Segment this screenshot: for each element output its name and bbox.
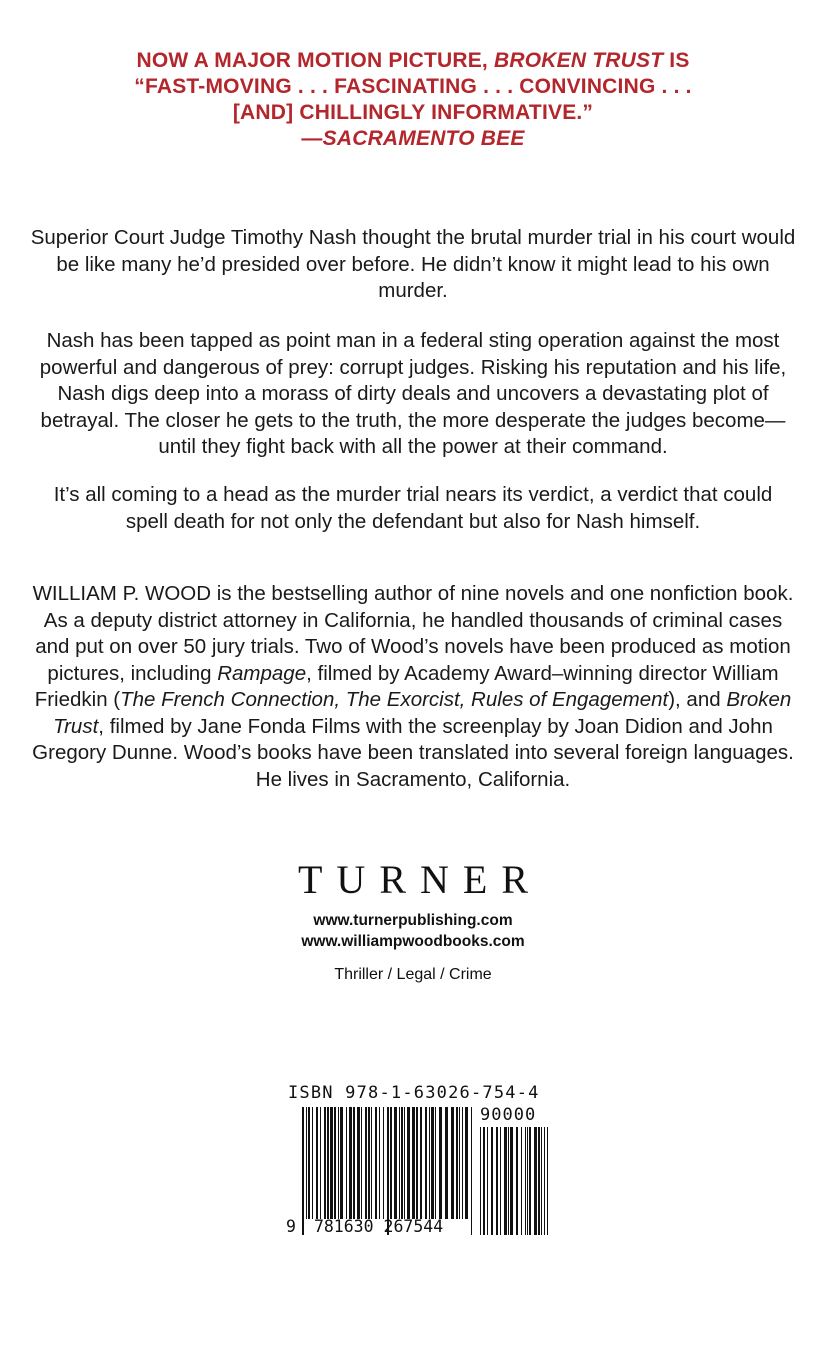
- barcode-bar: [316, 1107, 318, 1219]
- barcode-bar: [465, 1107, 468, 1219]
- ean-digits: 9 781630 267544: [286, 1217, 444, 1236]
- description-paragraph-1: Superior Court Judge Timothy Nash thought the brutal murder trial in his court would be like many he’d presided over before. He didn’t know it might lead to his own murder.: [30, 226, 796, 302]
- blurb-line-2: “FAST-MOVING . . . FASCINATING . . . CONVINCING . . .: [134, 75, 692, 98]
- addon-bar: [521, 1127, 522, 1235]
- barcode-bar: [361, 1107, 362, 1219]
- author-url: www.williampwoodbooks.com: [301, 933, 525, 950]
- addon-bar: [487, 1127, 488, 1235]
- addon-bar: [510, 1127, 513, 1235]
- addon-bar: [525, 1127, 526, 1235]
- author-bio: WILLIAM P. WOOD is the bestselling author of nine novels and one nonfiction book. As a deputy district attorney in California, he handled thousands of criminal cases and put on over 50 jury trials. Two of Wood’s novels have been produced as motion pictures, including Rampage, filmed by Academy Award–winning director William Friedkin (The French Connection, The Exorcist, Rules of Engagement), and Broken Trust, filmed by Jane Fonda Films with the screenplay by Joan Didion and John Gregory Dunne. Wood’s books have been translated into several foreign languages. He lives in Sacramento, California.: [32, 582, 794, 791]
- barcode-bar: [407, 1107, 410, 1219]
- addon-bar: [480, 1127, 481, 1235]
- barcode-bar: [353, 1107, 355, 1219]
- isbn-number: ISBN 978-1-63026-754-4: [288, 1083, 540, 1103]
- barcode-bar: [435, 1107, 436, 1219]
- barcode-bar: [416, 1107, 418, 1219]
- addon-bar: [483, 1127, 485, 1235]
- barcode-bar: [302, 1107, 304, 1235]
- barcode-bar: [365, 1107, 367, 1219]
- barcode-bar: [312, 1107, 313, 1219]
- barcode-bar: [451, 1107, 454, 1219]
- barcode-bar: [330, 1107, 333, 1219]
- publisher-url: www.turnerpublishing.com: [313, 912, 513, 929]
- barcode-bar: [357, 1107, 360, 1219]
- addon-bar: [541, 1127, 542, 1235]
- barcode-bar: [459, 1107, 460, 1219]
- barcode-bar: [462, 1107, 463, 1219]
- barcode-bar: [420, 1107, 422, 1219]
- addon-bar: [527, 1127, 528, 1235]
- addon-bar: [516, 1127, 518, 1235]
- barcode-bar: [324, 1107, 326, 1219]
- barcode-bar: [340, 1107, 343, 1219]
- barcode-bar: [425, 1107, 427, 1219]
- addon-bar: [547, 1127, 548, 1235]
- addon-bar: [504, 1127, 507, 1235]
- barcode-bar: [456, 1107, 458, 1219]
- barcode-bar: [346, 1107, 347, 1219]
- blurb-line-3: [AND] CHILLINGLY INFORMATIVE.”: [232, 101, 594, 124]
- barcode-bar: [383, 1107, 384, 1219]
- barcode-bar: [404, 1107, 405, 1219]
- price-addon-code: 90000: [480, 1105, 537, 1125]
- barcode-bar: [412, 1107, 415, 1219]
- barcode-bar: [306, 1107, 307, 1219]
- barcode-bar: [429, 1107, 430, 1219]
- barcode-bar: [375, 1107, 377, 1219]
- publisher-urls: [0, 910, 826, 952]
- publisher-logo: TURNER: [298, 857, 542, 902]
- barcode-bar: [471, 1107, 472, 1235]
- isbn-barcode: [286, 1083, 556, 1243]
- barcode-bar: [390, 1107, 392, 1219]
- barcode-bar: [371, 1107, 372, 1219]
- genre-label: Thriller / Legal / Crime: [334, 966, 492, 983]
- barcode-bar: [439, 1107, 442, 1219]
- addon-bar: [544, 1127, 545, 1235]
- barcode-bar: [399, 1107, 400, 1219]
- blurb-book-title: BROKEN TRUST: [494, 49, 664, 72]
- review-blurb: [0, 48, 826, 152]
- description-paragraph-2: Nash has been tapped as point man in a federal sting operation against the most powerful and dangerous of prey: corrupt judges. Risking his reputation and his life, Nash digs deep into a morass of dirty deals and uncovers a devastating plot of betrayal. The closer he gets to the truth, the more desperate the judges become—until they fight back with all the power at their command.: [39, 329, 787, 458]
- addon-bar: [538, 1127, 540, 1235]
- barcode-bar: [320, 1107, 321, 1219]
- description-paragraph-3: It’s all coming to a head as the murder trial nears its verdict, a verdict that could spell death for not only the defendant but also for Nash himself.: [53, 483, 773, 533]
- barcode-bar: [338, 1107, 339, 1219]
- addon-bar: [500, 1127, 501, 1235]
- barcode-bar: [431, 1107, 434, 1219]
- blurb-source: —SACRAMENTO BEE: [301, 127, 525, 150]
- barcode-bar: [379, 1107, 380, 1219]
- addon-bar: [496, 1127, 498, 1235]
- addon-bar: [491, 1127, 493, 1235]
- barcode-bar: [334, 1107, 336, 1219]
- barcode-bar: [349, 1107, 352, 1219]
- blurb-line-1: NOW A MAJOR MOTION PICTURE, BROKEN TRUST IS: [136, 49, 690, 72]
- barcode-bar: [401, 1107, 403, 1219]
- barcode-bar: [308, 1107, 310, 1219]
- barcode-bar: [327, 1107, 329, 1219]
- barcode-bar: [368, 1107, 370, 1219]
- barcode-bar: [387, 1107, 389, 1235]
- addon-bar: [534, 1127, 537, 1235]
- addon-bar: [508, 1127, 509, 1235]
- barcode-bar: [394, 1107, 397, 1219]
- barcode-bar: [445, 1107, 448, 1219]
- addon-bar: [529, 1127, 531, 1235]
